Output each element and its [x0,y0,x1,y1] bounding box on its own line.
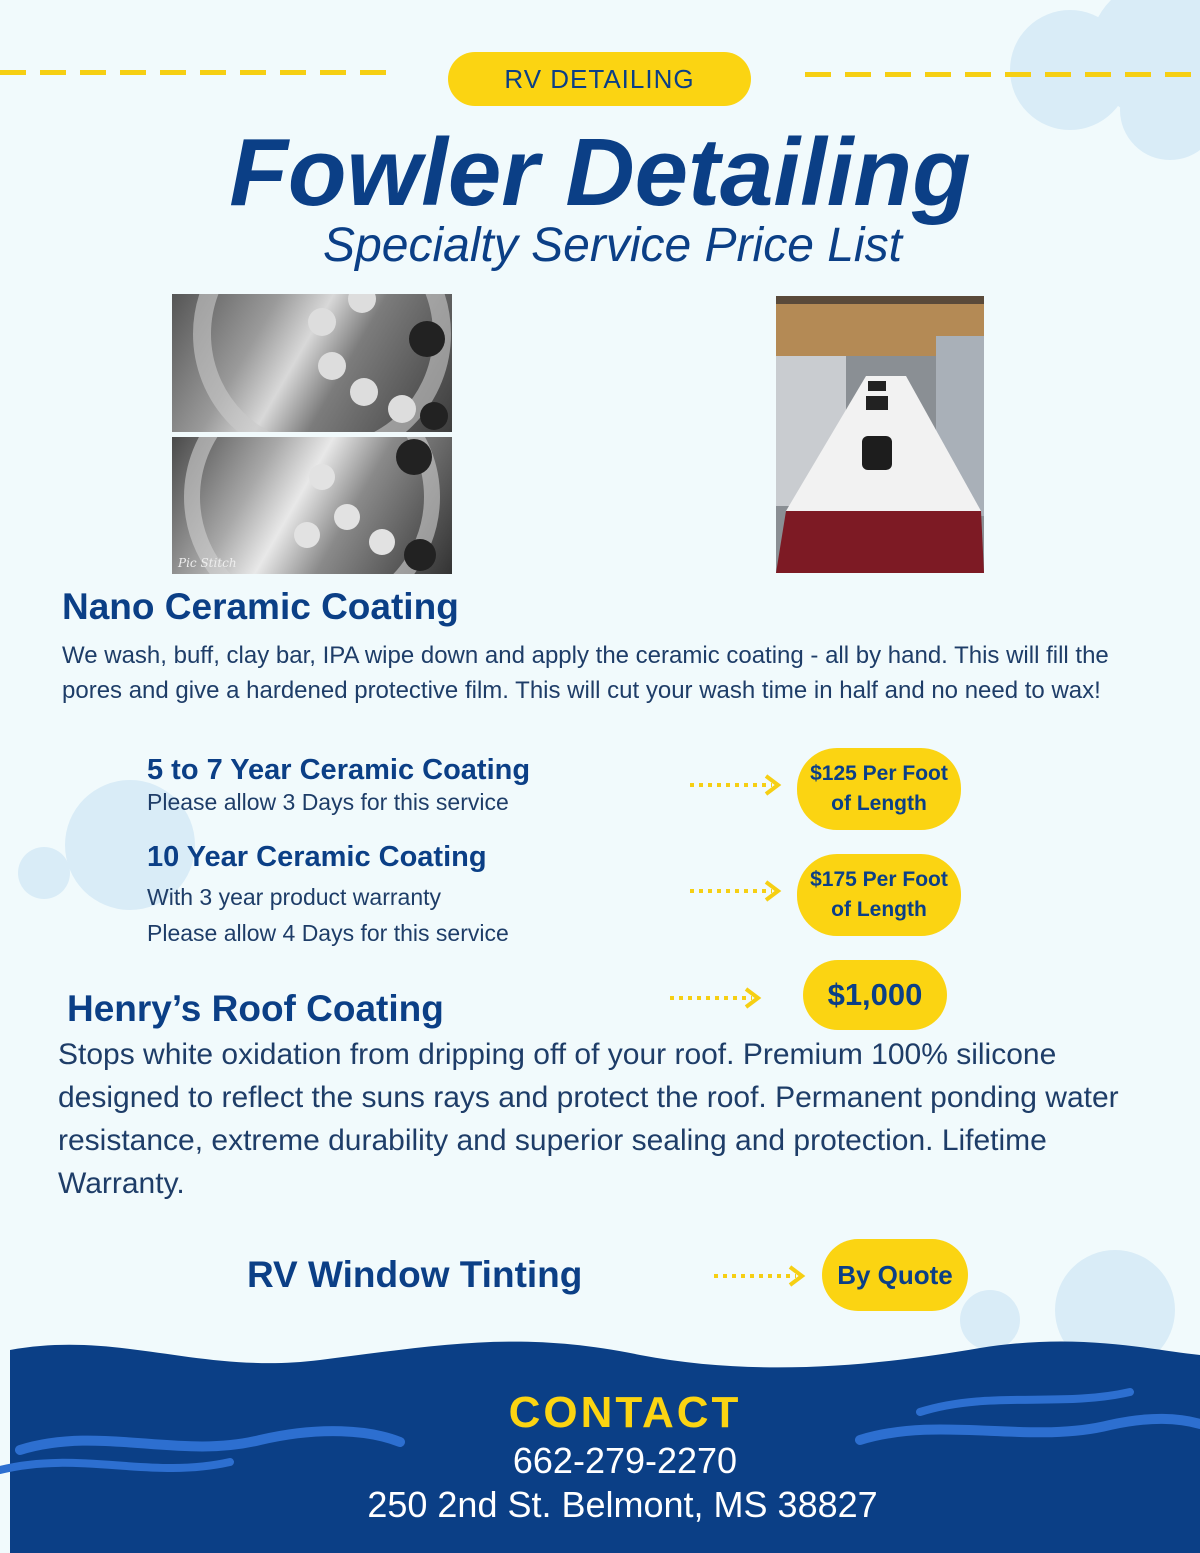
tint-heading: RV Window Tinting [247,1254,583,1295]
price-line: $125 Per Foot [810,762,948,785]
contact-heading: CONTACT [508,1388,742,1437]
nano-heading: Nano Ceramic Coating [62,586,459,627]
dotted-arrow-icon [668,986,764,1010]
option-detail: With 3 year product warranty [147,884,442,910]
option-title: 5 to 7 Year Ceramic Coating [147,754,531,786]
roof-description: Stops white oxidation from dripping off of your roof. Premium 100% silicone designed to reflect the suns rays and protect the roof. Permanent ponding water resistance, extreme durability and superior sealing and protection. Lifetime Warranty. [58,1038,1119,1200]
rv-roof-photo [776,296,984,573]
price-line: of Length [831,898,927,921]
contact-address: 250 2nd St. Belmont, MS 38827 [367,1484,878,1525]
option-title: 10 Year Ceramic Coating [147,841,487,873]
wheel-illustration [172,294,452,432]
dotted-arrow-icon [688,879,784,903]
nano-description: We wash, buff, clay bar, IPA wipe down and apply the ceramic coating - all by hand. This will fill the pores and give a hardened protective film. This will cut your wash time in half and no need to wax! [62,642,1109,704]
price-line: $175 Per Foot [810,868,948,891]
rv-roof-illustration [776,296,984,573]
dotted-arrow-icon [712,1264,808,1288]
page-subtitle: Specialty Service Price List [323,219,902,272]
category-badge: RV DETAILING [448,52,751,106]
dotted-arrow-icon [688,773,784,797]
wheel-photo-top [172,294,452,432]
option-detail: Please allow 3 Days for this service [147,789,509,815]
option-detail: Please allow 4 Days for this service [147,920,509,946]
wheel-illustration [172,437,452,574]
price-badge: $1,000 [803,960,947,1030]
wheel-photo-bottom [172,437,452,574]
price-badge [797,854,961,936]
contact-phone: 662-279-2270 [512,1440,738,1481]
decor-dashed-line [805,72,1200,77]
page-title: Fowler Detailing [229,119,971,226]
price-badge: By Quote [822,1239,968,1311]
photo-watermark: Pic Stitch [178,556,237,570]
price-badge [797,748,961,830]
roof-heading: Henry’s Roof Coating [67,988,444,1029]
decor-dashed-line [0,70,400,75]
decor-bubble [18,847,70,899]
price-line: of Length [831,792,927,815]
